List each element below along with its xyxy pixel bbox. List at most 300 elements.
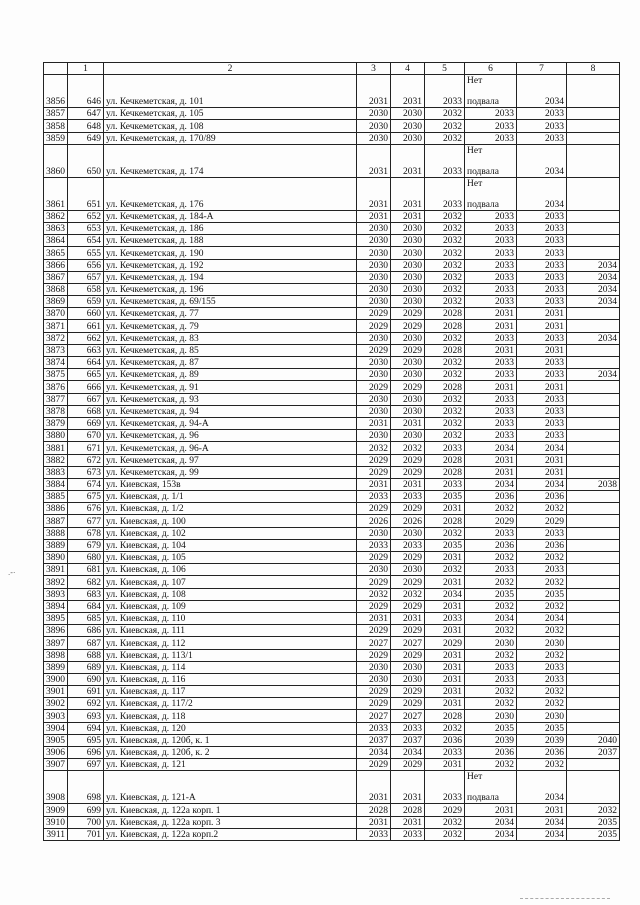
year-col-8-cell: 2034 [567, 296, 620, 308]
item-number-cell: 699 [68, 804, 104, 816]
year-col-5-cell: 2031 [425, 661, 465, 673]
year-col-5-cell: 2033 [425, 177, 465, 210]
year-col-3-cell: 2029 [357, 759, 391, 771]
year-col-5-cell: 2032 [425, 222, 465, 234]
table-row [44, 357, 620, 369]
address-cell: ул. Киевская, д. 113/1 [104, 649, 357, 661]
address-cell: ул. Киевская, д. 109 [104, 600, 357, 612]
year-col-6-cell: 2033 [465, 564, 517, 576]
year-col-8-cell [567, 357, 620, 369]
year-col-8-cell [567, 417, 620, 429]
year-col-8-cell [567, 515, 620, 527]
year-col-4-cell: 2029 [391, 552, 425, 564]
item-number-cell: 680 [68, 552, 104, 564]
address-cell: ул. Кечкеметская, д. 105 [104, 108, 357, 120]
item-number-cell: 662 [68, 332, 104, 344]
year-col-7-cell: 2033 [517, 283, 567, 295]
header-cell: 8 [567, 63, 620, 75]
year-col-6-cell: 2032 [465, 698, 517, 710]
item-number-cell: 672 [68, 454, 104, 466]
year-col-3-cell: 2029 [357, 466, 391, 478]
year-col-8-cell [567, 759, 620, 771]
address-cell: ул. Киевская, д. 100 [104, 515, 357, 527]
year-col-3-cell: 2031 [357, 612, 391, 624]
row-index-cell: 3858 [44, 120, 68, 132]
year-col-6-cell: 2033 [465, 120, 517, 132]
year-col-5-cell: 2032 [425, 430, 465, 442]
table-row [44, 144, 620, 177]
year-col-7-cell: 2034 [517, 177, 567, 210]
no-basement-line-1: Нет [467, 178, 483, 189]
year-col-6-cell: 2033 [465, 132, 517, 144]
year-col-6-cell [465, 177, 517, 210]
year-col-5-cell: 2031 [425, 686, 465, 698]
table-row [44, 564, 620, 576]
address-cell: ул. Кечкеметская, д. 101 [104, 75, 357, 108]
year-col-4-cell: 2033 [391, 828, 425, 840]
item-number-cell: 683 [68, 588, 104, 600]
row-index-cell: 3885 [44, 491, 68, 503]
table-row [44, 686, 620, 698]
item-number-cell: 674 [68, 478, 104, 490]
year-col-3-cell: 2032 [357, 588, 391, 600]
year-col-4-cell: 2030 [391, 369, 425, 381]
year-col-5-cell: 2033 [425, 442, 465, 454]
item-number-cell: 666 [68, 381, 104, 393]
item-number-cell: 684 [68, 600, 104, 612]
year-col-6-cell: 2033 [465, 210, 517, 222]
year-col-3-cell: 2030 [357, 332, 391, 344]
year-col-8-cell [567, 247, 620, 259]
row-index-cell: 3868 [44, 283, 68, 295]
table-row [44, 527, 620, 539]
year-col-6-cell: 2033 [465, 247, 517, 259]
year-col-7-cell: 2031 [517, 454, 567, 466]
year-col-3-cell: 2029 [357, 381, 391, 393]
year-col-5-cell: 2031 [425, 503, 465, 515]
row-index-cell: 3894 [44, 600, 68, 612]
year-col-3-cell: 2031 [357, 177, 391, 210]
year-col-5-cell: 2032 [425, 332, 465, 344]
address-cell: ул. Кечкеметская, д. 69/155 [104, 296, 357, 308]
year-col-3-cell: 2031 [357, 417, 391, 429]
year-col-4-cell: 2032 [391, 588, 425, 600]
row-index-cell: 3879 [44, 417, 68, 429]
year-col-3-cell: 2030 [357, 132, 391, 144]
table-row [44, 283, 620, 295]
year-col-8-cell [567, 539, 620, 551]
year-col-5-cell: 2031 [425, 600, 465, 612]
address-cell: ул. Кечкеметская, д. 194 [104, 271, 357, 283]
table-row [44, 320, 620, 332]
year-col-6-cell: 2033 [465, 235, 517, 247]
item-number-cell: 659 [68, 296, 104, 308]
row-index-cell: 3907 [44, 759, 68, 771]
year-col-7-cell: 2031 [517, 381, 567, 393]
year-col-6-cell: 2033 [465, 417, 517, 429]
row-index-cell: 3900 [44, 673, 68, 685]
year-col-3-cell: 2029 [357, 576, 391, 588]
address-cell: ул. Киевская, д. 120 [104, 722, 357, 734]
year-col-4-cell: 2029 [391, 759, 425, 771]
item-number-cell: 667 [68, 393, 104, 405]
year-col-6-cell: 2033 [465, 661, 517, 673]
row-index-cell: 3880 [44, 430, 68, 442]
year-col-8-cell [567, 661, 620, 673]
row-index-cell: 3888 [44, 527, 68, 539]
year-col-5-cell: 2032 [425, 210, 465, 222]
year-col-5-cell: 2032 [425, 417, 465, 429]
table-row [44, 552, 620, 564]
year-col-8-cell [567, 588, 620, 600]
year-col-3-cell: 2028 [357, 804, 391, 816]
year-col-8-cell [567, 430, 620, 442]
no-basement-line-1: Нет [467, 772, 483, 783]
year-col-3-cell: 2033 [357, 539, 391, 551]
year-col-8-cell [567, 235, 620, 247]
row-index-cell: 3890 [44, 552, 68, 564]
address-cell: ул. Кечкеметская, д. 196 [104, 283, 357, 295]
table-row [44, 588, 620, 600]
table-row [44, 332, 620, 344]
header-cell [44, 63, 68, 75]
table-row [44, 747, 620, 759]
year-col-7-cell: 2032 [517, 686, 567, 698]
year-col-8-cell: 2037 [567, 747, 620, 759]
year-col-8-cell [567, 210, 620, 222]
item-number-cell: 686 [68, 625, 104, 637]
year-col-3-cell: 2029 [357, 308, 391, 320]
year-col-7-cell: 2033 [517, 332, 567, 344]
year-col-7-cell: 2033 [517, 210, 567, 222]
item-number-cell: 652 [68, 210, 104, 222]
year-col-4-cell: 2032 [391, 442, 425, 454]
year-col-4-cell: 2037 [391, 734, 425, 746]
year-col-7-cell: 2036 [517, 491, 567, 503]
year-col-7-cell: 2032 [517, 552, 567, 564]
year-col-3-cell: 2030 [357, 357, 391, 369]
year-col-8-cell [567, 222, 620, 234]
year-col-4-cell: 2030 [391, 296, 425, 308]
year-col-3-cell: 2030 [357, 259, 391, 271]
row-index-cell: 3883 [44, 466, 68, 478]
year-col-4-cell: 2029 [391, 320, 425, 332]
year-col-7-cell: 2032 [517, 698, 567, 710]
year-col-4-cell: 2029 [391, 381, 425, 393]
row-index-cell: 3860 [44, 144, 68, 177]
margin-mark: .-· [8, 568, 16, 577]
year-col-3-cell: 2029 [357, 600, 391, 612]
year-col-8-cell [567, 75, 620, 108]
year-col-7-cell: 2034 [517, 144, 567, 177]
row-index-cell: 3911 [44, 828, 68, 840]
table-row [44, 369, 620, 381]
year-col-7-cell: 2033 [517, 132, 567, 144]
year-col-6-cell: 2029 [465, 515, 517, 527]
row-index-cell: 3903 [44, 710, 68, 722]
row-index-cell: 3861 [44, 177, 68, 210]
year-col-6-cell: 2032 [465, 759, 517, 771]
item-number-cell: 678 [68, 527, 104, 539]
year-col-6-cell: 2034 [465, 478, 517, 490]
year-col-3-cell: 2030 [357, 661, 391, 673]
table-row [44, 673, 620, 685]
no-basement-line-2: подвала [467, 166, 500, 177]
row-index-cell: 3863 [44, 222, 68, 234]
address-cell: ул. Кечкеметская, д. 87 [104, 357, 357, 369]
year-col-3-cell: 2031 [357, 144, 391, 177]
year-col-7-cell: 2035 [517, 588, 567, 600]
table-row [44, 344, 620, 356]
year-col-5-cell: 2032 [425, 259, 465, 271]
year-col-8-cell [567, 600, 620, 612]
item-number-cell: 665 [68, 369, 104, 381]
year-col-6-cell [465, 771, 517, 804]
row-index-cell: 3877 [44, 393, 68, 405]
year-col-6-cell: 2032 [465, 600, 517, 612]
year-col-3-cell: 2029 [357, 454, 391, 466]
row-index-cell: 3882 [44, 454, 68, 466]
table-row [44, 515, 620, 527]
year-col-5-cell: 2032 [425, 564, 465, 576]
year-col-7-cell: 2033 [517, 357, 567, 369]
year-col-8-cell [567, 177, 620, 210]
year-col-4-cell: 2029 [391, 698, 425, 710]
row-index-cell: 3857 [44, 108, 68, 120]
year-col-4-cell: 2029 [391, 503, 425, 515]
year-col-6-cell: 2034 [465, 442, 517, 454]
table-row [44, 393, 620, 405]
row-index-cell: 3902 [44, 698, 68, 710]
address-cell: ул. Кечкеметская, д. 83 [104, 332, 357, 344]
year-col-8-cell [567, 771, 620, 804]
year-col-8-cell [567, 393, 620, 405]
year-col-5-cell: 2033 [425, 612, 465, 624]
year-col-8-cell [567, 405, 620, 417]
row-index-cell: 3909 [44, 804, 68, 816]
year-col-7-cell: 2033 [517, 564, 567, 576]
year-col-3-cell: 2030 [357, 120, 391, 132]
table-row [44, 576, 620, 588]
year-col-8-cell [567, 344, 620, 356]
year-col-4-cell: 2031 [391, 478, 425, 490]
address-cell: ул. Киевская, д. 1/1 [104, 491, 357, 503]
year-col-7-cell: 2031 [517, 320, 567, 332]
year-col-3-cell: 2029 [357, 625, 391, 637]
row-index-cell: 3897 [44, 637, 68, 649]
row-index-cell: 3884 [44, 478, 68, 490]
year-col-6-cell: 2035 [465, 588, 517, 600]
table-row [44, 132, 620, 144]
year-col-6-cell: 2033 [465, 405, 517, 417]
year-col-3-cell: 2031 [357, 75, 391, 108]
year-col-5-cell: 2029 [425, 804, 465, 816]
row-index-cell: 3874 [44, 357, 68, 369]
table-row [44, 442, 620, 454]
year-col-5-cell: 2028 [425, 320, 465, 332]
year-col-8-cell [567, 686, 620, 698]
year-col-5-cell: 2032 [425, 393, 465, 405]
row-index-cell: 3889 [44, 539, 68, 551]
year-col-3-cell: 2030 [357, 405, 391, 417]
item-number-cell: 661 [68, 320, 104, 332]
year-col-3-cell: 2032 [357, 442, 391, 454]
year-col-4-cell: 2030 [391, 222, 425, 234]
table-row [44, 405, 620, 417]
year-col-7-cell: 2034 [517, 828, 567, 840]
year-col-7-cell: 2030 [517, 710, 567, 722]
item-number-cell: 689 [68, 661, 104, 673]
address-cell: ул. Кечкеметская, д. 176 [104, 177, 357, 210]
year-col-6-cell: 2030 [465, 637, 517, 649]
year-col-6-cell: 2033 [465, 357, 517, 369]
address-cell: ул. Киевская, д. 122а корп. 3 [104, 816, 357, 828]
year-col-8-cell [567, 442, 620, 454]
year-col-6-cell: 2033 [465, 369, 517, 381]
table-row [44, 722, 620, 734]
address-cell: ул. Киевская, д. 117/2 [104, 698, 357, 710]
address-cell: ул. Кечкеметская, д. 186 [104, 222, 357, 234]
year-col-3-cell: 2033 [357, 828, 391, 840]
year-col-8-cell [567, 491, 620, 503]
year-col-8-cell: 2035 [567, 816, 620, 828]
year-col-6-cell: 2032 [465, 576, 517, 588]
table-row [44, 478, 620, 490]
year-col-7-cell: 2032 [517, 649, 567, 661]
item-number-cell: 663 [68, 344, 104, 356]
item-number-cell: 656 [68, 259, 104, 271]
item-number-cell: 649 [68, 132, 104, 144]
year-col-7-cell: 2034 [517, 478, 567, 490]
year-col-8-cell [567, 625, 620, 637]
year-col-3-cell: 2030 [357, 296, 391, 308]
year-col-4-cell: 2031 [391, 177, 425, 210]
year-col-3-cell: 2026 [357, 515, 391, 527]
address-cell: ул. Киевская, д. 1/2 [104, 503, 357, 515]
year-col-4-cell: 2030 [391, 108, 425, 120]
year-col-4-cell: 2031 [391, 612, 425, 624]
year-col-4-cell: 2031 [391, 210, 425, 222]
address-cell: ул. Киевская, д. 104 [104, 539, 357, 551]
year-col-3-cell: 2030 [357, 564, 391, 576]
address-cell: ул. Киевская, д. 114 [104, 661, 357, 673]
year-col-6-cell: 2031 [465, 454, 517, 466]
year-col-8-cell [567, 527, 620, 539]
year-col-7-cell: 2033 [517, 430, 567, 442]
year-col-4-cell: 2029 [391, 344, 425, 356]
item-number-cell: 685 [68, 612, 104, 624]
year-col-8-cell [567, 564, 620, 576]
year-col-5-cell: 2033 [425, 478, 465, 490]
table-row [44, 503, 620, 515]
year-col-5-cell: 2032 [425, 120, 465, 132]
table-row [44, 804, 620, 816]
no-basement-line-1: Нет [467, 145, 483, 156]
year-col-7-cell: 2029 [517, 515, 567, 527]
year-col-5-cell: 2028 [425, 710, 465, 722]
no-basement-line-2: подвала [467, 97, 500, 108]
year-col-7-cell: 2031 [517, 308, 567, 320]
year-col-3-cell: 2030 [357, 673, 391, 685]
year-col-4-cell: 2030 [391, 247, 425, 259]
year-col-8-cell [567, 673, 620, 685]
year-col-4-cell: 2033 [391, 539, 425, 551]
address-cell: ул. Кечкеметская, д. 99 [104, 466, 357, 478]
row-index-cell: 3904 [44, 722, 68, 734]
no-basement-line-1: Нет [467, 76, 483, 87]
year-col-6-cell: 2031 [465, 320, 517, 332]
row-index-cell: 3871 [44, 320, 68, 332]
header-row [44, 63, 620, 75]
row-index-cell: 3881 [44, 442, 68, 454]
row-index-cell: 3856 [44, 75, 68, 108]
year-col-4-cell: 2029 [391, 625, 425, 637]
year-col-7-cell: 2033 [517, 393, 567, 405]
table-body [44, 75, 620, 841]
year-col-7-cell: 2033 [517, 369, 567, 381]
year-col-8-cell: 2034 [567, 271, 620, 283]
table-row [44, 649, 620, 661]
address-cell: ул. Кечкеметская, д. 174 [104, 144, 357, 177]
item-number-cell: 660 [68, 308, 104, 320]
header-cell: 4 [391, 63, 425, 75]
year-col-6-cell: 2032 [465, 625, 517, 637]
year-col-5-cell: 2032 [425, 108, 465, 120]
table-row [44, 222, 620, 234]
address-cell: ул. Киевская, 153в [104, 478, 357, 490]
year-col-5-cell: 2032 [425, 527, 465, 539]
table-row [44, 828, 620, 840]
year-col-8-cell [567, 108, 620, 120]
year-col-5-cell: 2028 [425, 308, 465, 320]
item-number-cell: 655 [68, 247, 104, 259]
row-index-cell: 3878 [44, 405, 68, 417]
year-col-8-cell [567, 320, 620, 332]
item-number-cell: 653 [68, 222, 104, 234]
year-col-4-cell: 2027 [391, 710, 425, 722]
item-number-cell: 676 [68, 503, 104, 515]
year-col-3-cell: 2030 [357, 283, 391, 295]
year-col-5-cell: 2033 [425, 144, 465, 177]
table-row [44, 612, 620, 624]
year-col-8-cell [567, 552, 620, 564]
schedule-table [43, 62, 620, 841]
item-number-cell: 696 [68, 747, 104, 759]
table-row [44, 454, 620, 466]
item-number-cell: 677 [68, 515, 104, 527]
year-col-5-cell: 2028 [425, 454, 465, 466]
year-col-4-cell: 2030 [391, 259, 425, 271]
table-row [44, 539, 620, 551]
table-row [44, 661, 620, 673]
table-row [44, 381, 620, 393]
item-number-cell: 679 [68, 539, 104, 551]
table-row [44, 417, 620, 429]
year-col-3-cell: 2033 [357, 722, 391, 734]
row-index-cell: 3876 [44, 381, 68, 393]
row-index-cell: 3899 [44, 661, 68, 673]
address-cell: ул. Киевская, д. 112 [104, 637, 357, 649]
header-cell: 3 [357, 63, 391, 75]
table-row [44, 816, 620, 828]
year-col-7-cell: 2033 [517, 259, 567, 271]
year-col-8-cell [567, 637, 620, 649]
page-footer-line [520, 898, 610, 901]
row-index-cell: 3893 [44, 588, 68, 600]
table-row [44, 271, 620, 283]
year-col-5-cell: 2032 [425, 132, 465, 144]
year-col-6-cell: 2034 [465, 828, 517, 840]
